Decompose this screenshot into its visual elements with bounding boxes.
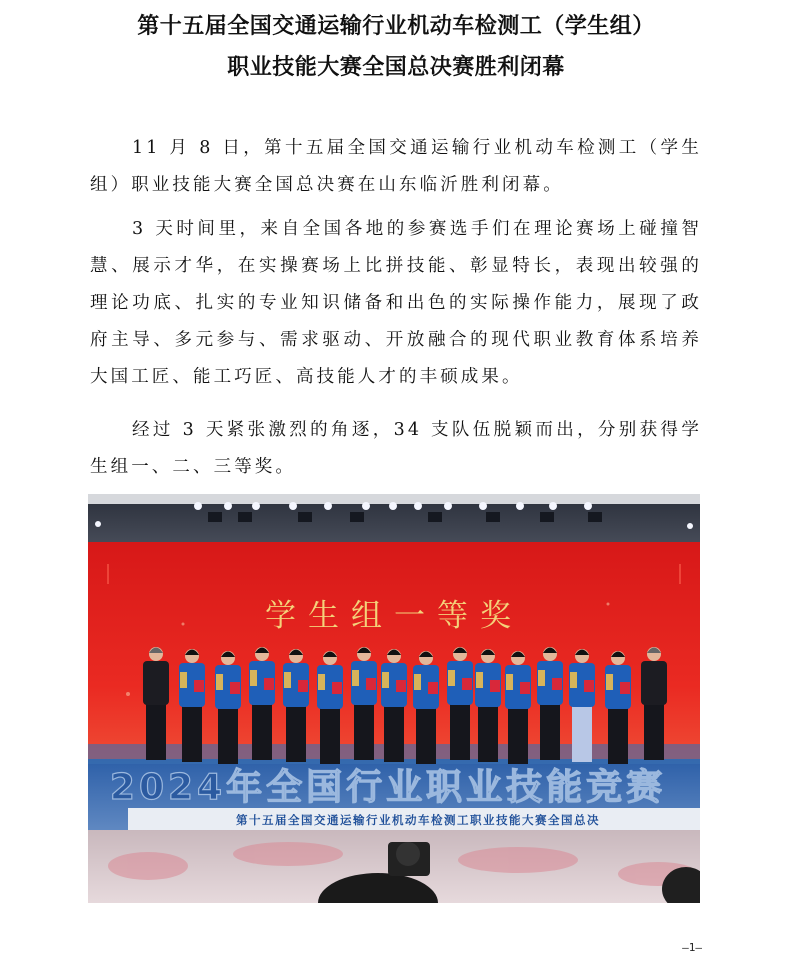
person [179, 649, 205, 762]
document-title-line2: 职业技能大赛全国总决赛胜利闭幕 [227, 54, 565, 80]
paragraph-3: 经过 3 天紧张激烈的角逐，34 支队伍脱颖而出，分别获得学生组一、二、三等奖。 [90, 420, 702, 477]
paragraph-1: 11 月 8 日，第十五届全国交通运输行业机动车检测工（学生组）职业技能大赛全国总决赛在山东临沂胜利闭幕。 [90, 138, 702, 195]
person [505, 651, 531, 764]
person [537, 647, 563, 760]
stage-subtitle-text: 第十五届全国交通运输行业机动车检测工职业技能大赛全国总决 [236, 813, 600, 827]
award-ceremony-photo [88, 494, 700, 903]
page-number: —1— [682, 941, 702, 954]
person [351, 647, 377, 760]
person [641, 647, 667, 760]
person [413, 651, 439, 764]
person [475, 649, 501, 762]
screen-award-text: 学生组一等奖 [265, 598, 523, 634]
person [447, 647, 473, 760]
person [381, 649, 407, 762]
person [249, 647, 275, 760]
stage-banner-text: 2024年全国行业职业技能竞赛 [109, 767, 667, 808]
person [283, 649, 309, 762]
document-title-line1: 第十五届全国交通运输行业机动车检测工（学生组） [137, 13, 655, 39]
paragraph-2: 3 天时间里，来自全国各地的参赛选手们在理论赛场上碰撞智慧、展示才华，在实操赛场上比拼技能、彰显特长，表现出较强的理论功底、扎实的专业知识储备和出色的实际操作能力，展现了政府主导、多元参与、需求驱动、开放融合的现代职业教育体系培养大国工匠、能工巧匠、高技能人才的丰硕成果。 [90, 219, 702, 387]
person [605, 651, 631, 764]
person [215, 651, 241, 764]
person [317, 651, 343, 764]
person [143, 647, 169, 760]
person [569, 649, 595, 762]
